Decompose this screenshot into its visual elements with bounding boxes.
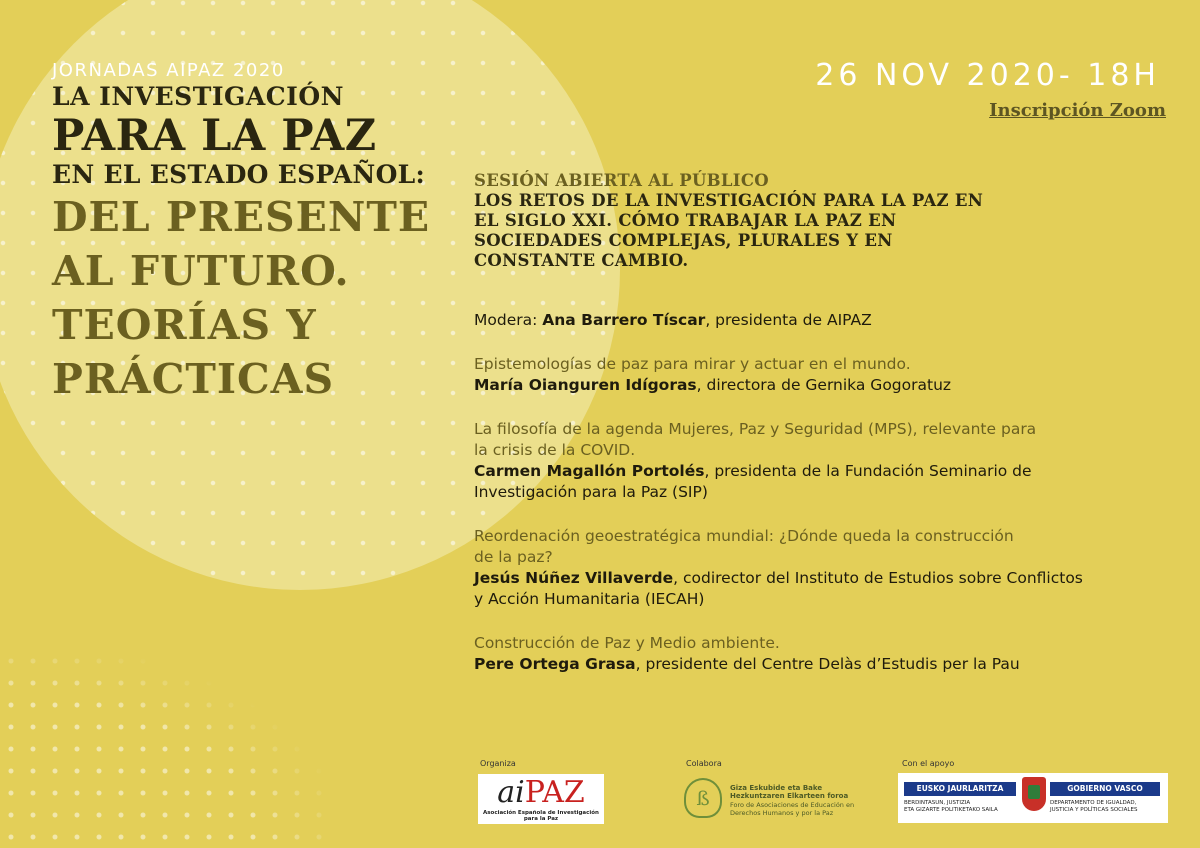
gv-right-sub-line2: JUSTICIA Y POLÍTICAS SOCIALES bbox=[1050, 807, 1138, 813]
session-label: SESIÓN ABIERTA AL PÚBLICO bbox=[474, 171, 769, 190]
talk-topic: la crisis de la COVID. bbox=[474, 441, 636, 459]
foro-logo bbox=[682, 772, 872, 826]
event-series: JORNADAS AIPAZ 2020 bbox=[52, 60, 285, 81]
aipaz-logo-subtitle: Asociación Española de Investigación para la Paz bbox=[483, 810, 599, 822]
organiza-label: Organiza bbox=[480, 759, 516, 768]
talk-item bbox=[474, 526, 1164, 610]
talk-item bbox=[474, 633, 1164, 675]
basque-shield-icon bbox=[1022, 777, 1046, 811]
event-title-block bbox=[52, 60, 432, 406]
speaker-role: , directora de Gernika Gogoratuz bbox=[696, 376, 952, 394]
speaker-name: Jesús Núñez Villaverde bbox=[474, 569, 674, 587]
aipaz-logo-paz: PAZ bbox=[524, 775, 585, 810]
talk-topic: de la paz? bbox=[474, 548, 553, 566]
session-title-line: CONSTANTE CAMBIO. bbox=[474, 251, 689, 270]
speaker-role: , presidenta de la Fundación Seminario de bbox=[704, 462, 1032, 480]
session-title-line: LOS RETOS DE LA INVESTIGACIÓN PARA LA PAZ EN bbox=[474, 191, 984, 210]
speaker-role: , presidente del Centre Delàs d’Estudis per la Pau bbox=[635, 655, 1020, 673]
title-line-2: PARA LA PAZ bbox=[52, 111, 377, 161]
gobierno-vasco-logo bbox=[898, 773, 1168, 823]
speaker-name: Pere Ortega Grasa bbox=[474, 655, 636, 673]
gv-right-sub-line1: DEPARTAMENTO DE IGUALDAD, bbox=[1050, 800, 1137, 806]
decorative-dot-pattern bbox=[0, 650, 330, 848]
aipaz-logo-ai: ai bbox=[497, 775, 525, 810]
speaker-name: Carmen Magallón Portolés bbox=[474, 462, 705, 480]
talk-topic: Reordenación geoestratégica mundial: ¿Dónde queda la construcción bbox=[474, 527, 1014, 545]
program-list bbox=[474, 310, 1164, 698]
session-header bbox=[474, 171, 1074, 271]
moderator-name: Ana Barrero Tíscar bbox=[542, 311, 706, 329]
title-line-3: EN EL ESTADO ESPAÑOL: bbox=[52, 160, 426, 189]
gv-left-sub bbox=[904, 800, 998, 814]
subtitle-line: PRÁCTICAS bbox=[52, 355, 335, 403]
apoyo-label: Con el apoyo bbox=[902, 759, 955, 768]
moderator-role: , presidenta de AIPAZ bbox=[705, 311, 872, 329]
speaker-role: Investigación para la Paz (SIP) bbox=[474, 483, 708, 501]
foro-logo-line2: Hezkuntzaren Elkarteen foroa bbox=[730, 792, 849, 800]
talk-topic: La filosofía de la agenda Mujeres, Paz y Seguridad (MPS), relevante para bbox=[474, 420, 1037, 438]
foro-emblem-icon: ß bbox=[684, 778, 722, 818]
session-title-line: SOCIEDADES COMPLEJAS, PLURALES Y EN bbox=[474, 231, 893, 250]
subtitle-line: TEORÍAS Y bbox=[52, 301, 317, 349]
talk-item bbox=[474, 354, 1164, 396]
aipaz-logo bbox=[478, 774, 604, 824]
registration-link[interactable]: Inscripción Zoom bbox=[989, 100, 1166, 121]
gv-left-sub-line1: BERDINTASUN, JUSTIZIA bbox=[904, 800, 971, 806]
speaker-name: María Oianguren Idígoras bbox=[474, 376, 697, 394]
gv-right-title: GOBIERNO VASCO bbox=[1050, 782, 1160, 796]
talk-topic: Epistemologías de paz para mirar y actuar en el mundo. bbox=[474, 355, 911, 373]
session-title-line: EL SIGLO XXI. CÓMO TRABAJAR LA PAZ EN bbox=[474, 211, 897, 230]
speaker-role: y Acción Humanitaria (IECAH) bbox=[474, 590, 705, 608]
title-line-1: LA INVESTIGACIÓN bbox=[52, 82, 344, 111]
moderator-item bbox=[474, 310, 1164, 331]
gv-left-sub-line2: ETA GIZARTE POLITIKETAKO SAILA bbox=[904, 807, 998, 813]
talk-topic: Construcción de Paz y Medio ambiente. bbox=[474, 634, 780, 652]
speaker-role: , codirector del Instituto de Estudios sobre Conflictos bbox=[673, 569, 1083, 587]
event-date: 26 NOV 2020- 18H bbox=[815, 58, 1160, 93]
talk-item bbox=[474, 419, 1164, 503]
subtitle-line: DEL PRESENTE bbox=[52, 193, 431, 241]
gv-left-title: EUSKO JAURLARITZA bbox=[904, 782, 1016, 796]
colabora-label: Colabora bbox=[686, 759, 722, 768]
moderator-prefix: Modera: bbox=[474, 311, 543, 329]
foro-logo-line1: Giza Eskubide eta Bake bbox=[730, 784, 823, 792]
gv-right-sub bbox=[1050, 800, 1137, 814]
foro-logo-line3: Foro de Asociaciones de Educación en Derechos Humanos y por la Paz bbox=[730, 801, 855, 817]
subtitle-line: AL FUTURO. bbox=[52, 247, 350, 295]
